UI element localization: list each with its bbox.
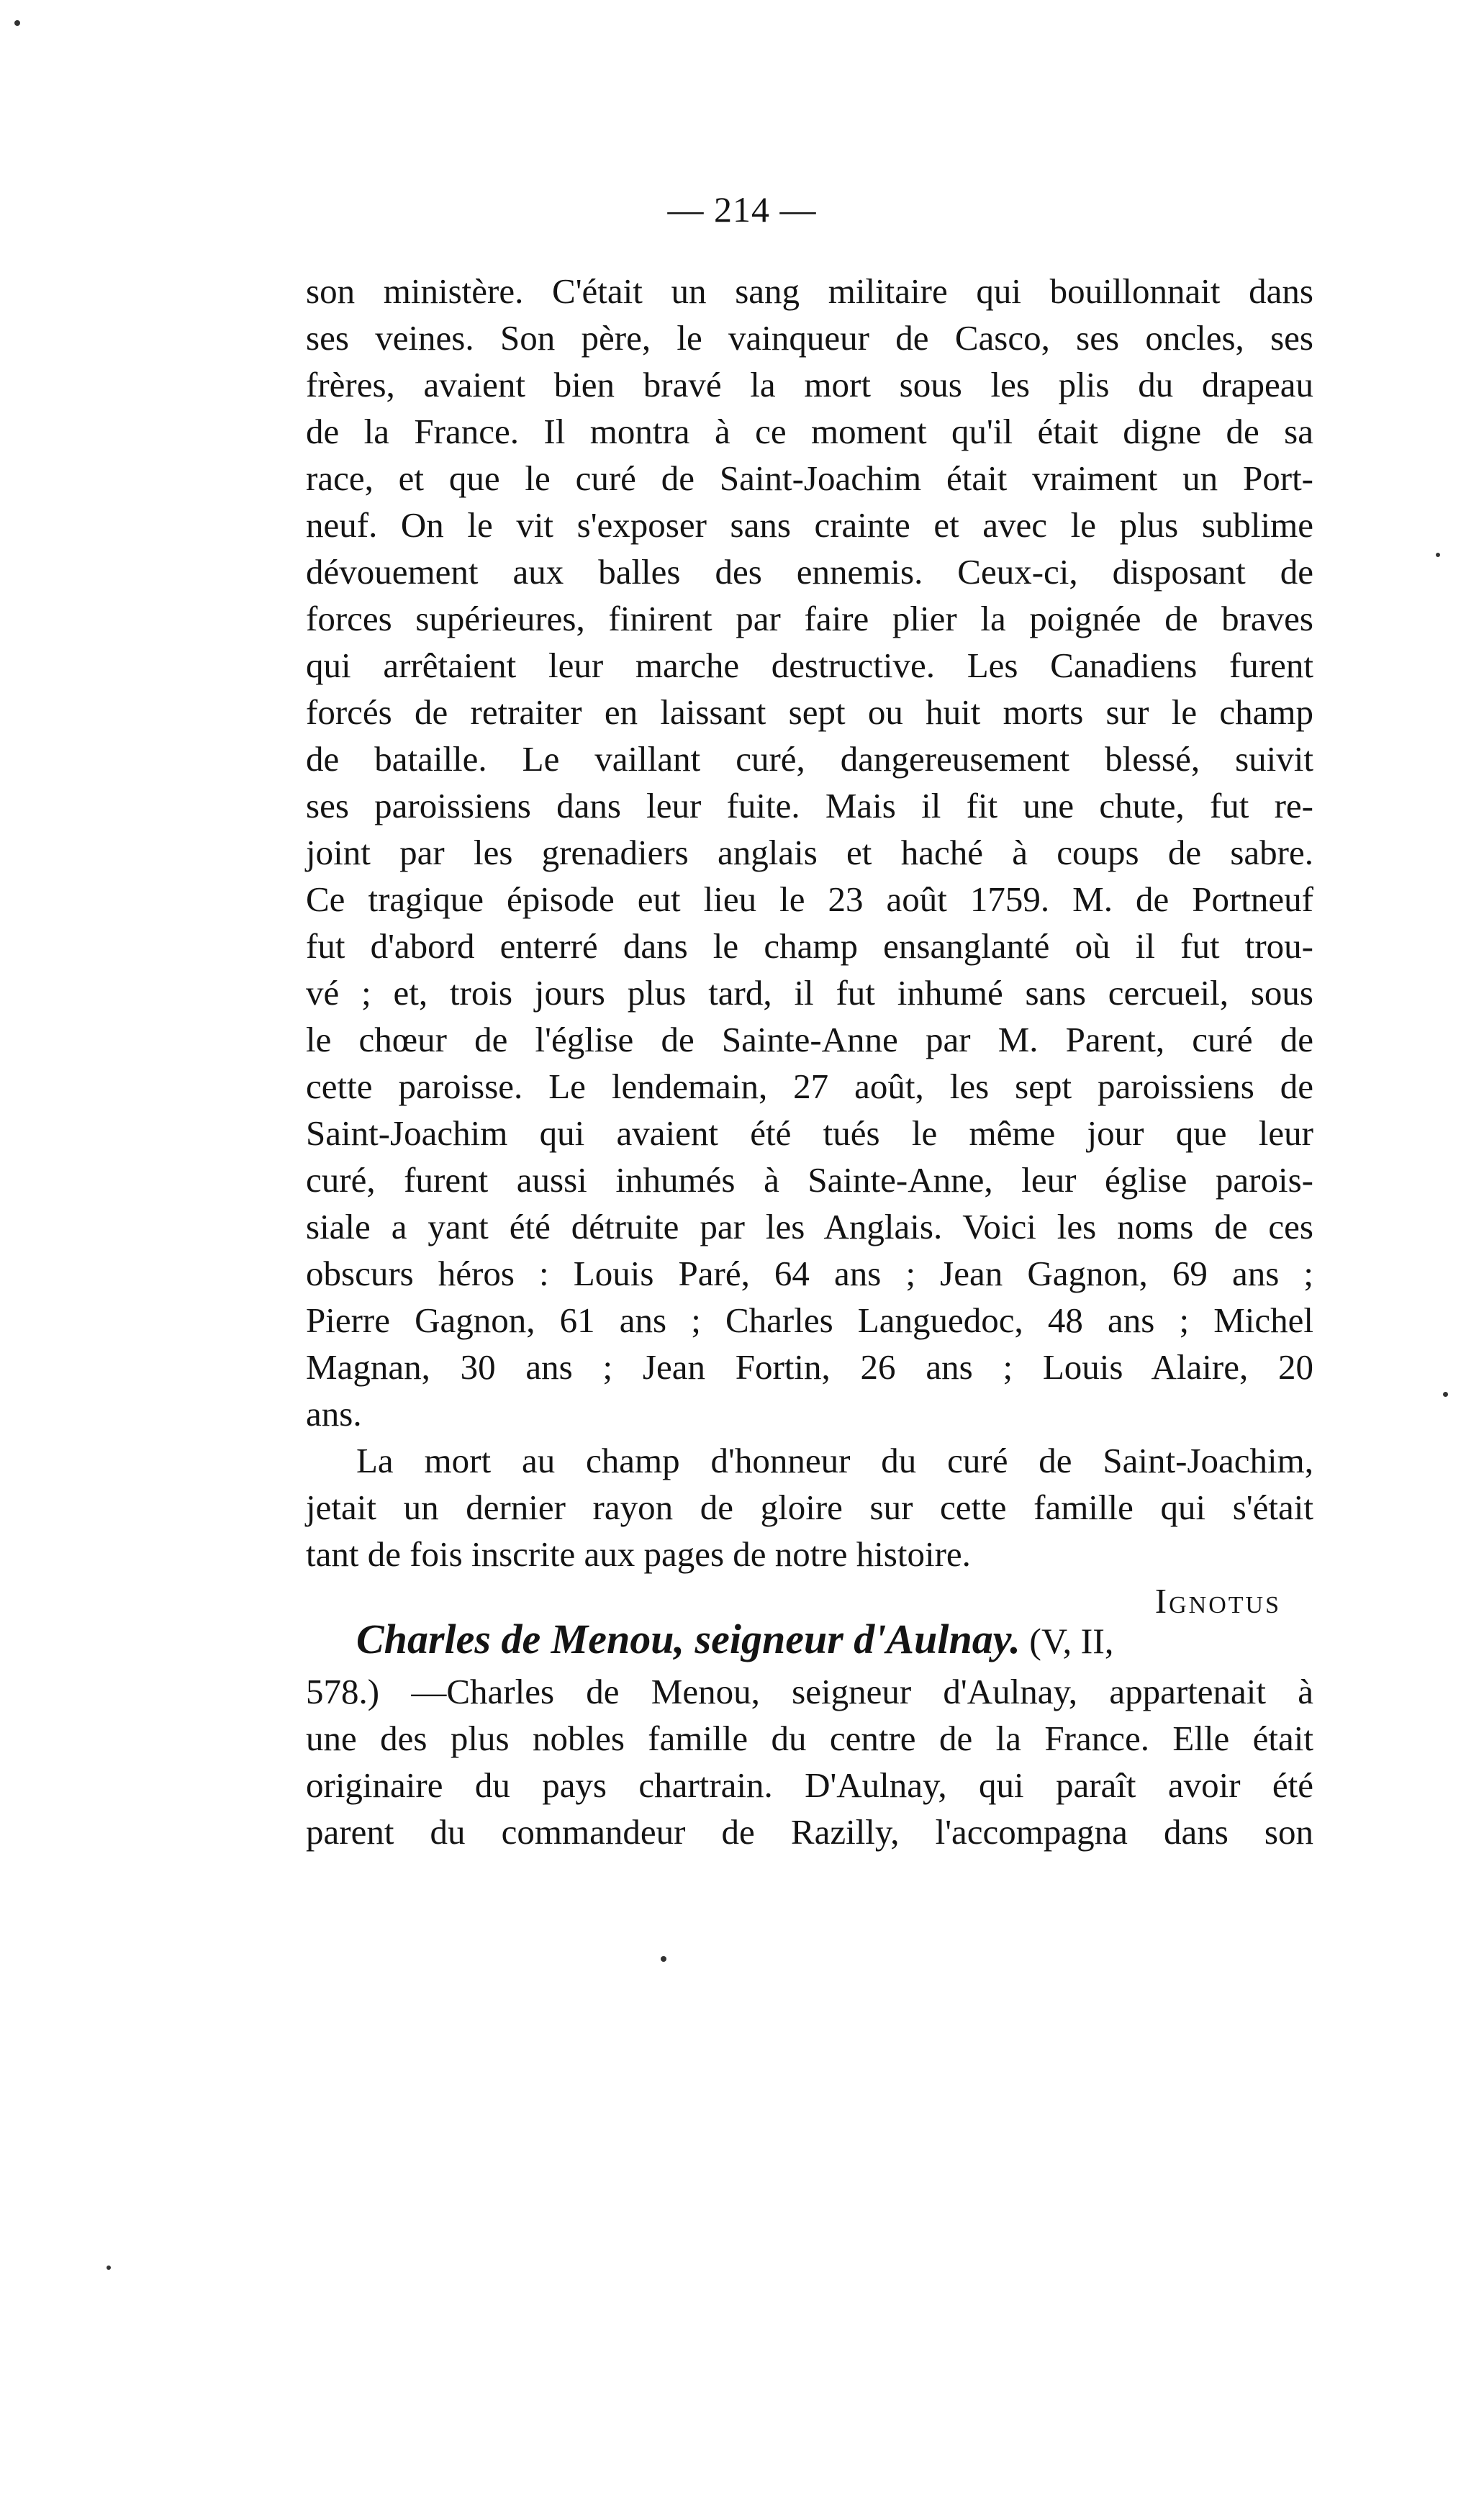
text-line: qui arrêtaient leur marche destructive. Les Canadiens furent: [306, 646, 1313, 685]
text-line: forces supérieures, finirent par faire plier la poignée de braves: [306, 599, 1313, 638]
entry-heading: [306, 1611, 1313, 1668]
text-line: le chœur de l'église de Sainte-Anne par M. Parent, curé de: [306, 1020, 1313, 1059]
text-line: race, et que le curé de Saint-Joachim était vraiment un Port-: [306, 458, 1313, 498]
text-line: siale a yant été détruite par les Anglais. Voici les noms de ces: [306, 1207, 1313, 1246]
page-number: — 214 —: [667, 189, 817, 230]
text-line: ses paroissiens dans leur fuite. Mais il fit une chute, fut re-: [306, 786, 1313, 825]
text-line: neuf. On le vit s'exposer sans crainte et avec le plus sublime: [306, 505, 1313, 545]
scan-speck: [661, 1956, 666, 1962]
text-line: parent du commandeur de Razilly, l'accompagna dans son: [306, 1812, 1313, 1852]
text-line: 578.) —Charles de Menou, seigneur d'Aulnay, appartenait à: [306, 1672, 1313, 1711]
text-line: vé ; et, trois jours plus tard, il fut inhumé sans cercueil, sous: [306, 973, 1313, 1013]
text-line: curé, furent aussi inhumés à Sainte-Anne, leur église parois-: [306, 1160, 1313, 1200]
text-line: une des plus nobles famille du centre de la France. Elle était: [306, 1719, 1313, 1758]
scan-speck: [1443, 1392, 1448, 1397]
text-line: Pierre Gagnon, 61 ans ; Charles Languedoc, 48 ans ; Michel: [306, 1300, 1313, 1340]
entry-title: Charles de Menou, seigneur d'Aulnay.: [356, 1616, 1021, 1662]
text-line: fut d'abord enterré dans le champ ensanglanté où il fut trou-: [306, 926, 1313, 966]
text-line: La mort au champ d'honneur du curé de Saint-Joachim,: [356, 1441, 1313, 1480]
text-line: de bataille. Le vaillant curé, dangereusement blessé, suivit: [306, 739, 1313, 779]
text-line: originaire du pays chartrain. D'Aulnay, qui paraît avoir été: [306, 1765, 1313, 1805]
text-line: dévouement aux balles des ennemis. Ceux-ci, disposant de: [306, 552, 1313, 592]
text-line: Magnan, 30 ans ; Jean Fortin, 26 ans ; Louis Alaire, 20: [306, 1347, 1313, 1387]
text-line: jetait un dernier rayon de gloire sur cette famille qui s'était: [306, 1488, 1313, 1527]
entry-charles-de-menou: [306, 1611, 1313, 1855]
text-line: joint par les grenadiers anglais et haché à coups de sabre.: [306, 833, 1313, 872]
text-line: de la France. Il montra à ce moment qu'il était digne de sa: [306, 412, 1313, 451]
text-line: cette paroisse. Le lendemain, 27 août, les sept paroissiens de: [306, 1067, 1313, 1106]
author-signature: Ignotus: [1154, 1581, 1281, 1621]
scan-speck: [1436, 553, 1440, 557]
text-line: ans.: [306, 1394, 362, 1434]
paragraph-portneuf: [306, 268, 1313, 1624]
entry-reference: (V, II,: [1020, 1621, 1114, 1661]
text-line: tant de fois inscrite aux pages de notre histoire.: [306, 1534, 971, 1574]
text-line: obscurs héros : Louis Paré, 64 ans ; Jean Gagnon, 69 ans ;: [306, 1254, 1313, 1293]
text-line: Saint-Joachim qui avaient été tués le même jour que leur: [306, 1113, 1313, 1153]
text-line: ses veines. Son père, le vainqueur de Casco, ses oncles, ses: [306, 318, 1313, 358]
text-line: forcés de retraiter en laissant sept ou huit morts sur le champ: [306, 692, 1313, 732]
text-line: frères, avaient bien bravé la mort sous les plis du drapeau: [306, 365, 1313, 404]
text-line: Ce tragique épisode eut lieu le 23 août 1759. M. de Portneuf: [306, 879, 1313, 919]
scan-speck: [14, 20, 20, 26]
text-line: son ministère. C'était un sang militaire qui bouillonnait dans: [306, 271, 1313, 311]
scan-speck: [107, 2266, 111, 2270]
